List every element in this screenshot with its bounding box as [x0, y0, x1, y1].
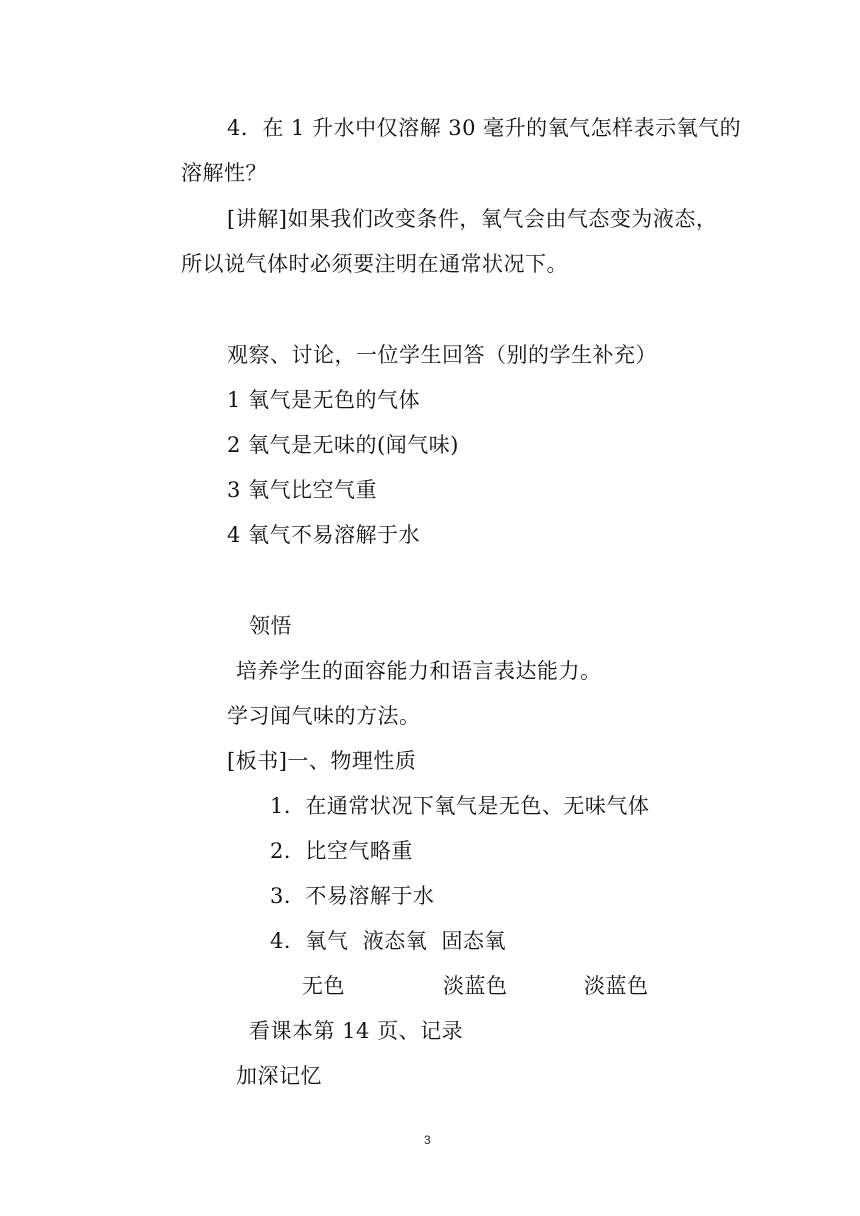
student-answer-1: 1 氧气是无色的气体: [227, 388, 421, 412]
question-4-line-2: 溶解性？: [181, 161, 267, 185]
explanation-line-2: 所以说气体时必须要注明在通常状况下。: [181, 252, 568, 276]
insight-goal: 培养学生的面容能力和语言表达能力。: [236, 659, 602, 683]
board-title: [板书]一、物理性质: [227, 749, 417, 773]
insight-heading: 领悟: [249, 614, 292, 638]
board-item-1: 1．在通常状况下氧气是无色、无味气体: [270, 794, 650, 818]
board-item-4: 4．氧气 液态氧 固态氧: [270, 929, 507, 953]
color-liquid-oxygen: 淡蓝色: [443, 974, 508, 998]
explanation-line-1: [讲解]如果我们改变条件，氧气会由气态变为液态，: [227, 207, 718, 231]
color-oxygen-gas: 无色: [302, 974, 345, 998]
board-item-3: 3．不易溶解于水: [270, 884, 435, 908]
student-activity-intro: 观察、讨论，一位学生回答（别的学生补充）: [227, 343, 657, 367]
student-answer-3: 3 氧气比空气重: [227, 478, 378, 502]
color-solid-oxygen: 淡蓝色: [584, 974, 649, 998]
page-number: 3: [424, 1133, 431, 1147]
board-item-2: 2．比空气略重: [270, 839, 413, 863]
student-answer-2: 2 氧气是无味的(闻气味): [227, 433, 459, 457]
student-answer-4: 4 氧气不易溶解于水: [227, 523, 421, 547]
memory-note: 加深记忆: [236, 1064, 322, 1088]
textbook-note: 看课本第 14 页、记录: [249, 1019, 464, 1043]
insight-method: 学习闻气味的方法。: [227, 704, 421, 728]
question-4-line-1: 4．在 1 升水中仅溶解 30 毫升的氧气怎样表示氧气的: [227, 116, 742, 140]
